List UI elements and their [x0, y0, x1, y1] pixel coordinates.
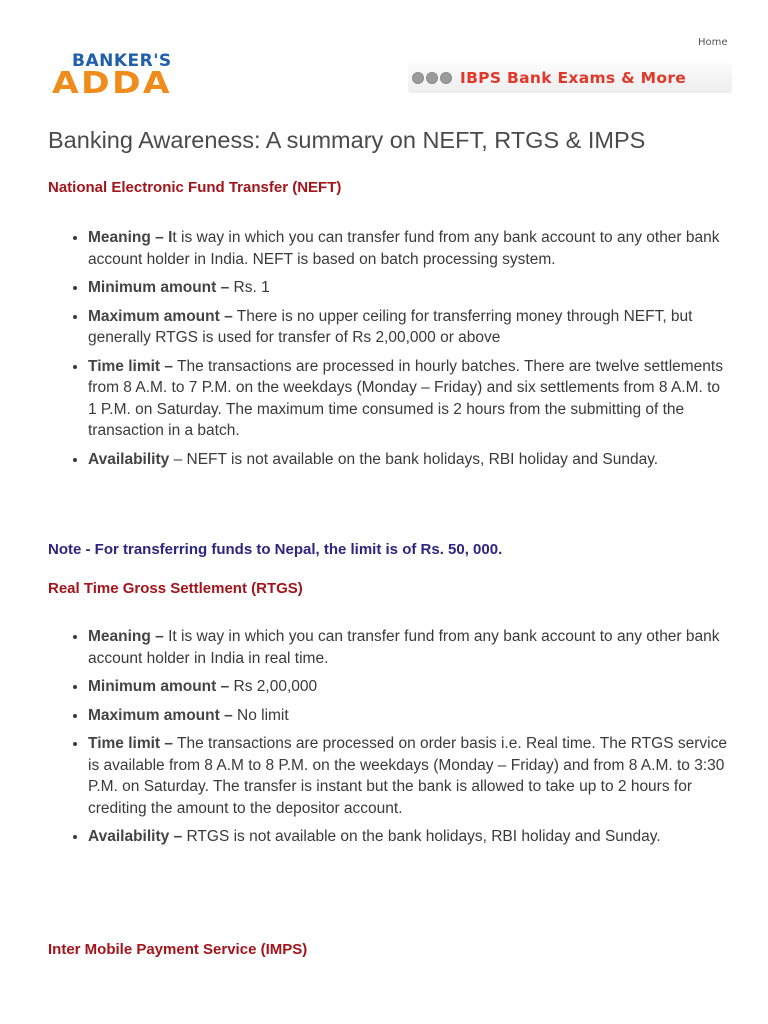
header-banner[interactable]: [408, 63, 732, 93]
item-term: Availability –: [88, 828, 183, 845]
item-term: Time limit –: [88, 357, 173, 375]
neft-list: [48, 227, 728, 477]
item-term: Time limit –: [88, 735, 173, 752]
item-term: Maximum amount –: [88, 706, 233, 724]
item-text: RTGS is not available on the bank holidays, RBI holiday and Sunday.: [182, 828, 661, 845]
logo-top-text: BANKER'S: [72, 51, 172, 71]
rtgs-heading: Real Time Gross Settlement (RTGS): [48, 580, 303, 597]
logo-bottom-text: ADDA: [52, 66, 172, 101]
item-text: t is way in which you can transfer fund from any bank account to any other bank account holder in India. NEFT is based on batch processing system.: [88, 229, 720, 268]
item-term: Meaning –: [88, 628, 164, 645]
item-text: No limit: [232, 706, 289, 724]
page-title: Banking Awareness: A summary on NEFT, RTGS & IMPS: [48, 127, 646, 153]
list-item: [88, 449, 728, 471]
banner-text: IBPS Bank Exams & More: [460, 69, 687, 87]
item-text: There is no upper ceiling for transferring money through NEFT, but generally RTGS is used for transfer of Rs 2,00,000 or above: [88, 307, 693, 346]
rtgs-list: [48, 626, 728, 855]
banner-dots-icon: [412, 72, 454, 84]
item-text: Rs. 1: [229, 279, 270, 296]
list-item: [88, 626, 728, 669]
item-term: Maximum amount –: [88, 307, 233, 325]
item-text: It is way in which you can transfer fund from any bank account to any other bank account holder in India in real time.: [88, 628, 720, 667]
home-link[interactable]: Home: [698, 37, 728, 48]
list-item: [88, 733, 728, 819]
bankers-adda-logo[interactable]: [52, 51, 204, 101]
item-text: The transactions are processed in hourly batches. There are twelve settlements from 8 A.M. to 7 P.M. on the weekdays (Monday – Friday) and six settlements from 8 A.M. to 1 P.M. on Saturday. The maximum time consumed is 2 hours from the submitting of the transaction in a batch.: [88, 357, 723, 439]
item-term: Meaning – I: [88, 229, 173, 246]
imps-heading: Inter Mobile Payment Service (IMPS): [48, 941, 308, 958]
neft-heading: National Electronic Fund Transfer (NEFT): [48, 179, 342, 196]
item-term: Minimum amount –: [88, 279, 230, 296]
item-term: Availability: [88, 450, 170, 468]
list-item: [88, 705, 728, 727]
item-term: Minimum amount –: [88, 678, 230, 695]
item-text: Rs 2,00,000: [229, 678, 318, 695]
list-item: [88, 676, 728, 698]
list-item: [88, 277, 728, 299]
list-item: [88, 356, 728, 442]
list-item: [88, 826, 728, 848]
item-text: The transactions are processed on order basis i.e. Real time. The RTGS service is available from 8 A.M to 8 P.M. on the weekdays (Monday – Friday) and from 8 A.M. to 3:30 P.M. on Saturday. The transfer is instant but the bank is allowed to take up to 2 hours for crediting the amount to the depositor account.: [88, 735, 727, 817]
list-item: [88, 227, 728, 270]
item-text: – NEFT is not available on the bank holidays, RBI holiday and Sunday.: [169, 450, 659, 468]
list-item: [88, 306, 728, 349]
nepal-note: Note - For transferring funds to Nepal, the limit is of Rs. 50, 000.: [48, 541, 503, 558]
